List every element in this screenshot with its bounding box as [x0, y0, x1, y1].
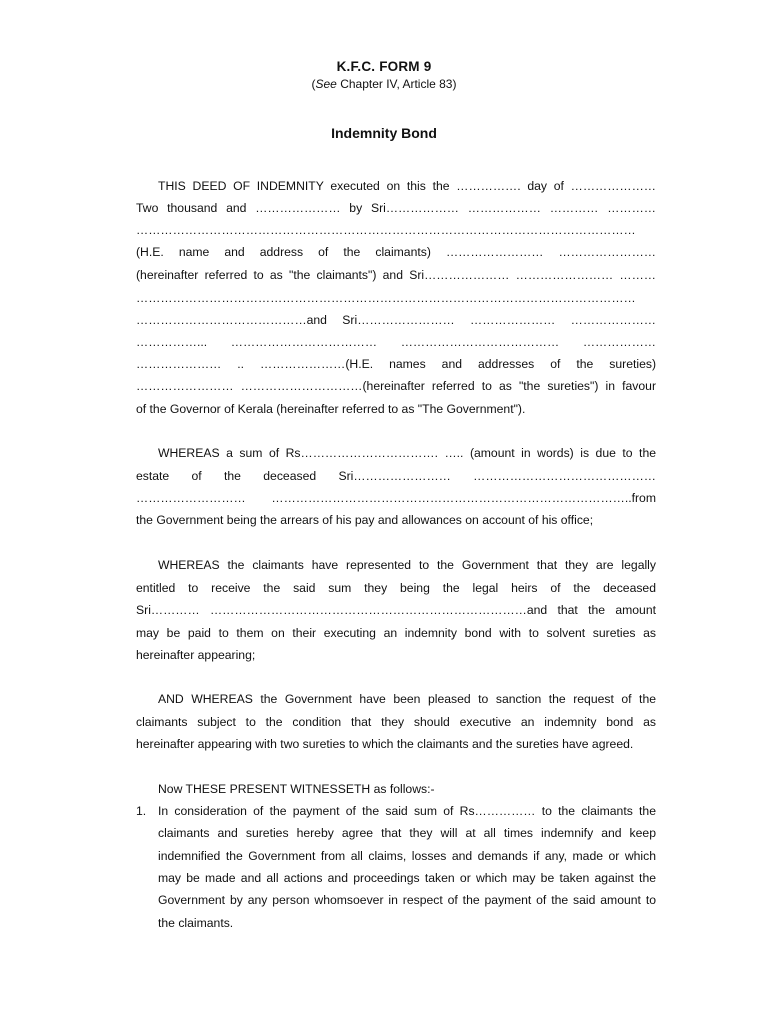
- para1-line: ……………………………………and Sri…………………… ………………… …………………: [136, 313, 656, 327]
- para1-line: (H.E. name and address of the claimants) …………………… ……………………: [136, 245, 656, 259]
- document-title: Indemnity Bond: [331, 125, 437, 141]
- para2-line: estate of the deceased Sri…………………… ………………………………………: [136, 469, 656, 483]
- item1-line: Government by any person whomsoever in respect of the payment of the said amount to: [158, 893, 656, 907]
- para4-line: hereinafter appearing with two sureties to which the claimants and the sureties have agreed.: [136, 737, 634, 751]
- para3-line: WHEREAS the claimants have represented to the Government that they are legally: [158, 558, 656, 572]
- para3-line: hereinafter appearing;: [136, 648, 256, 662]
- item1-line: may be made and all actions and proceedings taken or which may be taken against the: [158, 871, 656, 885]
- para1-line: ………………… .. …………………(H.E. names and addresses of the sureties): [136, 357, 656, 371]
- para3-line: Sri………… ……………………………………………………………………and that the amount: [136, 603, 656, 617]
- ref-open: (: [311, 77, 316, 91]
- para3-line: may be paid to them on their executing an indemnity bond with to solvent sureties as: [136, 626, 656, 640]
- form-reference: [0, 77, 768, 91]
- para2-line: WHEREAS a sum of Rs……………………………. ….. (amount in words) is due to the: [158, 446, 656, 460]
- item1-line: claimants and sureties hereby agree that they will at all times indemnify and keep: [158, 826, 656, 840]
- item1-line: In consideration of the payment of the said sum of Rs…………… to the claimants the: [158, 804, 656, 818]
- para2-line: the Government being the arrears of his pay and allowances on account of his office;: [136, 513, 594, 527]
- para1-line: THIS DEED OF INDEMNITY executed on this the ……………. day of …………………: [158, 179, 656, 193]
- item1-line: the claimants.: [158, 916, 234, 930]
- ref-see: See: [315, 77, 337, 91]
- para1-line: of the Governor of Kerala (hereinafter referred to as "The Government").: [136, 402, 526, 416]
- item1-line: indemnified the Government from all claims, losses and demands if any, made or which: [158, 849, 656, 863]
- para3-line: entitled to receive the said sum they being the legal heirs of the deceased: [136, 581, 656, 595]
- para1-line: (hereinafter referred to as "the claimants") and Sri………………… …………………… ………: [136, 268, 656, 282]
- para1-line: ……………………………………………………………………………………………………………: [136, 291, 636, 305]
- witness-intro: Now THESE PRESENT WITNESSETH as follows:-: [158, 782, 435, 796]
- para4-line: claimants subject to the condition that they should executive an indemnity bond as: [136, 715, 656, 729]
- para1-line: Two thousand and ………………… by Sri……………… ……………… ………… …………: [136, 201, 656, 215]
- para4-line: AND WHEREAS the Government have been pleased to sanction the request of the: [158, 692, 656, 706]
- para1-line: …………………… …………………………(hereinafter referred to as "the sureties") in favour: [136, 379, 656, 393]
- para2-line: ……………………… ……………………………………………………………………………..from: [136, 491, 656, 505]
- form-title: K.F.C. FORM 9: [336, 59, 432, 74]
- para1-line: ……………... ……………………………… ………………………………… ………………: [136, 335, 656, 349]
- item-number: 1.: [136, 804, 147, 818]
- ref-rest: Chapter IV, Article 83): [336, 77, 457, 91]
- para1-line: ……………………………………………………………………………………………………………: [136, 223, 636, 237]
